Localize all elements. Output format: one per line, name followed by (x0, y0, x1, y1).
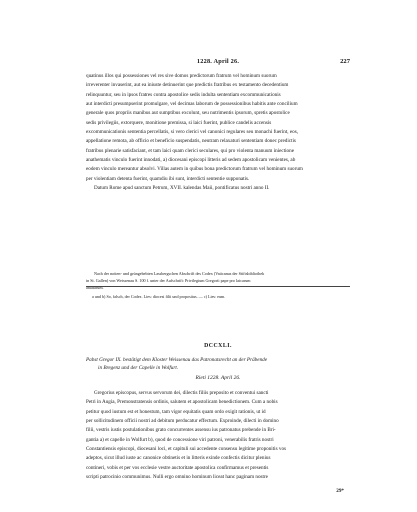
running-header (86, 58, 350, 68)
body-line: sedis privilegiis, extorquere, monitione premissa, si laici fuerint, publice candelis accensis (86, 119, 272, 126)
source-notes (86, 270, 350, 291)
body-line: Datum Rome apud sanctum Petrum, XVII. kalendas Maii, pontificatus nostri anno II. (94, 185, 270, 192)
charter-line: petitur quod iustum est et honestum, tam vigor equitatis quam ordo exigit rationis, ut id (86, 408, 266, 415)
charter-line: Gregorius episcopus, servus servorum dei, dilectis filiis preposito et conventui sancti (94, 390, 269, 396)
document-number: DCCXLI. (204, 343, 232, 349)
body-line: eodem vinculo mereantur absolvi. Villas autem in quibus bona predictorum fratrum vel hominum suorum (86, 166, 303, 173)
running-title: 1228. April 26. (196, 58, 240, 65)
page-number: 227 (340, 58, 350, 65)
body-line: aut interdicti presumpserint promulgare, vel decimas laborum de possessionibus habitis ante concilium (86, 101, 298, 108)
note-line: in St. Gallen) von Weissenau S. 100 f. unter der Aufschrift: Privilegium Gregorii pape pro laicarum (86, 278, 251, 283)
body-line: relinquuntur, seu in ipsos fratres contra apostolice sedis indulta sententiam excommunicationis (86, 91, 281, 98)
charter-line: contineri, vobis et per vos ecclesie vestre auctoritate apostolica confirmamus et presentis (86, 464, 269, 471)
body-line: appellatione remota, ab officio et beneficio suspendatis, neutram relaxaturi sententiam donec predictis (86, 138, 296, 145)
charter-line: Petri in Augia, Premonstratensis ordinis, salutem et apostolicam benedictionem. Cum a nobis (86, 399, 278, 406)
rubric-line: Pabst Gregor IX. bestätigt dem Kloster Weissenau das Patronatsrecht an der Präbende (86, 357, 268, 363)
body-line: irreverenter invaserint, aut ea iniuste detinuerint que predictis fratribus ex testamento decedentium (86, 82, 289, 89)
body-line: generale quos propriis manibus aut sumptibus excolunt, seu nutrimentis ipsorum, spretis apostolice (86, 110, 290, 117)
charter-text (86, 389, 350, 482)
signature-mark: 29* (336, 488, 344, 494)
charter-line: filii, vestris iustis postulationibus grato concurrentes assensu ius patronatus prebende in Bri- (86, 427, 276, 434)
footnote: a und b) So, falsch, der Codex. Lies: diocesi filii und propositus. — c) Lies: eum. (92, 294, 226, 299)
note-line: ablatarum. (86, 285, 104, 290)
charter-line: per sollicitudinem officii nostri ad debitum perducatur effectum. Exproinde, dilecti in domino (86, 418, 279, 425)
body-line: anathematis vinculo fuerint innodati, a) diocesani episcopi litteris ad sedem apostolicam venientes, ab (86, 157, 296, 164)
dateline: Rieti 1228. April 26. (195, 375, 241, 381)
body-text (86, 72, 350, 193)
body-line: quatinus illos qui possessiones vel res sive domos predictorum fratrum vel hominum suorum (86, 73, 277, 79)
document-page (86, 0, 350, 512)
charter-line: adeptos, sicut illud iuste ac canonice obtinetis et in litteris exinde confectis dicitur plenius (86, 455, 271, 462)
body-line: excommunicationis sententia percellatis, si vero clerici vel canonici regulares seu monachi fuerint, eos, (86, 129, 298, 136)
body-line: fratribus plenarie satisfaciant, et tam laici quam clerici seculares, qui pro violenta manuum iniectione (86, 147, 294, 154)
rubric-line: in Bregenz und der Capelle in Wolfurt. (98, 365, 179, 372)
charter-line: gantia a) et capelle in Wolfurt b), quod de concessione viri patroni, venerabilis fratris nostri (86, 436, 274, 443)
footnote-divider (86, 286, 350, 287)
charter-line: Constantiensis episcopi, diocesani loci, et capituli sui accedente consensu legitime proponitis vos (86, 446, 287, 453)
body-line: per violentiam detenta fuerint, quamdiu ibi sunt, interdicti sententie supponatis. (86, 175, 250, 182)
charter-line: scripti patrocinio communimus. Nulli ergo omnino hominum liceat hanc paginam nostre (86, 474, 268, 481)
rubric (86, 356, 350, 372)
note-line: Nach der notten- und grüngebebten Lassbergschen Abschrift des Codex (Vaticanus der Stiftsbibliothek (94, 271, 265, 276)
